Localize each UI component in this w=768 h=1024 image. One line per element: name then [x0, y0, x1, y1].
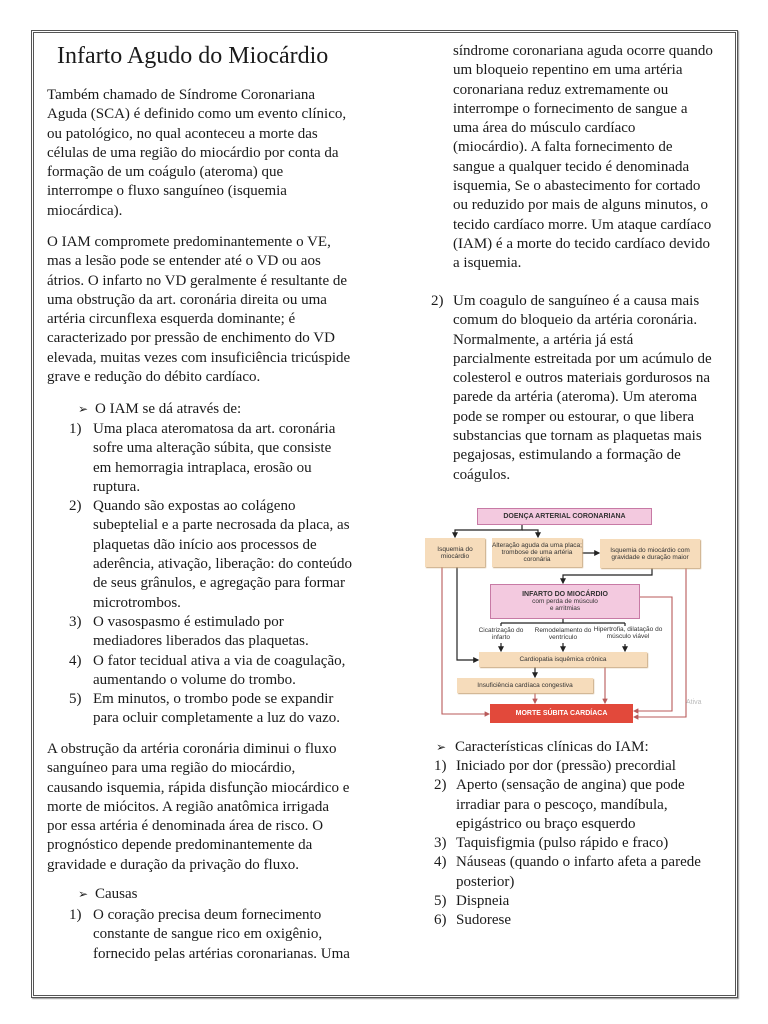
list-item-text [456, 757, 701, 776]
text-line: Sudorese [456, 912, 511, 929]
list-item-number: 2) [434, 777, 447, 794]
list-item-number: 3) [434, 835, 447, 852]
iam-ve-paragraph [47, 233, 350, 387]
text-line: mas a lesão pode se entender até o VD ou aos [47, 253, 321, 270]
list-item [69, 906, 350, 964]
text-line: isquemia, Se o abastecimento for cortado [453, 178, 701, 195]
text-line: células de uma região do miocárdio por conta da [47, 144, 339, 161]
list-item-text [456, 853, 701, 892]
text-line: Dispneia [456, 893, 510, 910]
list-item-text [456, 776, 701, 834]
text-line: ou patológico, no qual aconteceu a morte das [47, 125, 318, 142]
list-item-text [456, 911, 701, 930]
text-line: tecido cardíaco morre. Um ataque cardíaco [453, 216, 712, 233]
list-item-number: 4) [69, 652, 82, 669]
flow-box-infarction [490, 584, 640, 619]
causes-list-continued [431, 292, 712, 485]
text-line: Normalmente, a artéria já está [453, 331, 634, 348]
flow-label-remodeling: Remodelamento do ventrículo [534, 627, 592, 641]
text-line: caracterizado por pressão de enchimento do VD [47, 330, 335, 347]
text-line: epigástrico ou braço esquerdo [456, 815, 636, 832]
text-line: coágulos. [453, 466, 511, 483]
coronary-disease-flowchart [420, 495, 720, 727]
text-line: O coração precisa deum fornecimento [93, 907, 322, 923]
list-item-text [93, 420, 352, 497]
text-line: pode se romper ou estourar, o que libera [453, 408, 694, 425]
list-item-text [93, 613, 352, 652]
flow-box-heart-failure: Insuficiência cardíaca congestiva [457, 678, 593, 693]
list-item-number: 1) [69, 421, 82, 437]
text-line: substancias que tornam as plaquetas mais [453, 428, 702, 445]
infarction-title: INFARTO DO MIOCÁRDIO [522, 591, 608, 598]
text-line: comum do bloqueio da artéria coronária. [453, 312, 698, 329]
text-line: Aperto (sensação de angina) que pode [456, 777, 685, 794]
list-item [434, 757, 701, 776]
list-item [69, 497, 352, 613]
text-line: plaquetas dão início aos processos de [93, 536, 317, 553]
obstruction-paragraph [47, 740, 349, 875]
flow-box-sudden-death: MORTE SÚBITA CARDÍACA [490, 704, 633, 723]
causes-continuation-paragraph [453, 42, 713, 274]
text-line: aumentando o volume do trombo. [93, 671, 296, 688]
flow-box-chronic-cardiopathy: Cardiopatia isquêmica crônica [479, 652, 647, 667]
text-line: fornecido pelas artérias coronarianas. Uma [93, 945, 350, 962]
list-item-number: 1) [69, 907, 82, 923]
list-item [434, 853, 701, 892]
text-line: posterior) [456, 873, 515, 890]
text-line: parcialmente estreitada por um acúmulo de [453, 350, 712, 367]
text-line: morte de miócitos. A região anatômica irrigada [47, 798, 329, 815]
text-line: Um coagulo de sanguíneo é a causa mais [453, 293, 700, 309]
list-item [431, 292, 712, 485]
infarction-subtitle: com perda de músculo e arritmias [532, 598, 598, 612]
text-line: por essa artéria é denominada área de risco. O [47, 818, 324, 835]
list-item-number: 5) [434, 893, 447, 910]
list-item-text [456, 892, 701, 911]
document-title: Infarto Agudo do Miocárdio [57, 43, 329, 69]
text-line: O vasospasmo é estimulado por [93, 613, 284, 630]
text-line: de seus grânulos, e agregação para formar [93, 575, 345, 592]
flow-box-coronary-disease: DOENÇA ARTERIAL CORONARIANA [477, 508, 652, 525]
list-item-number: 2) [431, 293, 444, 309]
text-line: a isquemia. [453, 255, 522, 272]
text-line: mediadores liberados das plaquetas. [93, 633, 309, 650]
list-item [434, 834, 701, 853]
watermark-text: Ativa [686, 699, 702, 706]
arrow-bullet-icon: ➢ [78, 402, 89, 416]
text-line: irradiar para o pescoço, mandíbula, [456, 796, 668, 813]
text-line: gravidade e duração da privação do fluxo. [47, 856, 299, 873]
clinical-list [434, 757, 701, 931]
list-item [69, 613, 352, 652]
list-item-number: 1) [434, 758, 447, 774]
text-line: aderência, ativação, liberação: do conteúdo [93, 556, 353, 573]
list-item-text [93, 652, 352, 691]
text-line: uma área do músculo cardíaco [453, 120, 636, 137]
text-line: Aguda (SCA) é definido como um evento clínico, [47, 106, 347, 123]
text-line: microtrombos. [93, 594, 181, 611]
list-item-text [93, 497, 352, 613]
clinical-heading-text: Características clínicas do IAM: [455, 739, 649, 755]
text-line: (miocárdio). A falta fornecimento de [453, 139, 673, 156]
text-line: formação de um coágulo (ateroma) que [47, 164, 284, 181]
text-line: Também chamado de Síndrome Coronariana [47, 87, 316, 103]
text-line: em hemorragia intraplaca, erosão ou [93, 459, 312, 476]
list-item-number: 3) [69, 613, 82, 630]
text-line: subeptelial e a parte necrosada da placa, as [93, 517, 350, 534]
list-item-text [456, 834, 701, 853]
list-item [434, 892, 701, 911]
flow-box-severe-ischemia: Isquemia do miocárdio com gravidade e duração maior [600, 539, 700, 568]
text-line: causando isquemia, rápida disfunção miocárdico e [47, 779, 350, 796]
text-line: pegajosas, estimulando a formação de [453, 447, 681, 464]
list-item [69, 652, 352, 691]
list-item [434, 776, 701, 834]
text-line: prognóstico depende predominantemente da [47, 837, 313, 854]
text-line: síndrome coronariana aguda ocorre quando [453, 43, 713, 59]
text-line: A obstrução da artéria coronária diminui o fluxo [47, 741, 337, 757]
causes-heading-text: Causas [95, 886, 138, 902]
text-line: Náuseas (quando o infarto afeta a parede [456, 854, 701, 871]
text-line: para ocluir completamente a luz do vazo. [93, 710, 340, 727]
text-line: um bloqueio repentino em uma artéria [453, 62, 683, 79]
list-item [69, 690, 352, 729]
text-line: O IAM compromete predominantemente o VE, [47, 234, 331, 250]
list-item [69, 420, 352, 497]
text-line: grave e redução do débito cardíaco. [47, 369, 261, 386]
text-line: elevada, muitas vezes com insuficiência tricúspide [47, 349, 351, 366]
text-line: sanguíneo para uma região do miocárdio, [47, 760, 296, 777]
flow-label-hypertrophy: Hipertrofia, dilatação do músculo viável [593, 626, 663, 640]
list-item-number: 4) [434, 854, 447, 871]
text-line: (IAM) é a morte do tecido cardíaco devido [453, 235, 710, 252]
text-line: sofre uma alteração súbita, que consiste [93, 440, 332, 457]
list-item-number: 2) [69, 498, 82, 515]
flow-label-scarring: Cicatrização do infarto [478, 627, 524, 641]
text-line: Quando são expostas ao colágeno [93, 498, 296, 515]
text-line: miocárdica). [47, 202, 123, 219]
intro-paragraph [47, 86, 346, 221]
text-line: Taquisfigmia (pulso rápido e fraco) [456, 835, 669, 852]
arrow-bullet-icon: ➢ [436, 740, 447, 754]
text-line: artéria circunflexa esquerda dominante; é [47, 311, 296, 328]
list-item [434, 911, 701, 930]
text-line: colesterol e outros materiais gordurosos na [453, 370, 711, 387]
text-line: ou reduzido por mais de alguns minutos, o [453, 197, 708, 214]
arrow-bullet-icon: ➢ [78, 887, 89, 901]
list-item-text [93, 906, 350, 964]
mechanism-list [69, 420, 352, 729]
text-line: coronariana reduz extremamente ou [453, 81, 669, 98]
text-line: interrompe o fluxo sanguíneo (isquemia [47, 183, 287, 200]
flow-box-ischemia: Isquemia do miocárdio [425, 538, 485, 567]
text-line: O fator tecidual ativa a via de coagulação, [93, 652, 346, 669]
text-line: interrompe o fornecimento de sangue a [453, 100, 688, 117]
text-line: Em minutos, o trombo pode se expandir [93, 691, 334, 708]
causes-list [69, 906, 350, 964]
text-line: constante de sangue rico em oxigênio, [93, 926, 323, 943]
mechanism-heading-text: O IAM se dá através de: [95, 401, 242, 417]
text-line: Uma placa ateromatosa da art. coronária [93, 421, 336, 437]
list-item-text [453, 292, 712, 485]
text-line: Iniciado por dor (pressão) precordial [456, 758, 676, 774]
text-line: ruptura. [93, 478, 141, 495]
flow-box-plaque-change: Alteração aguda da uma placa; trombose de uma artéria coronária [492, 538, 582, 567]
list-item-number: 5) [69, 691, 82, 708]
text-line: parede da artéria (ateroma). Um ateroma [453, 389, 698, 406]
list-item-text [93, 690, 352, 729]
list-item-number: 6) [434, 912, 447, 929]
text-line: átrios. O infarto no VD geralmente é resultante de [47, 272, 348, 289]
text-line: uma obstrução da art. coronária direita ou uma [47, 291, 327, 308]
text-line: sangue a qualquer tecido é denominada [453, 158, 690, 175]
